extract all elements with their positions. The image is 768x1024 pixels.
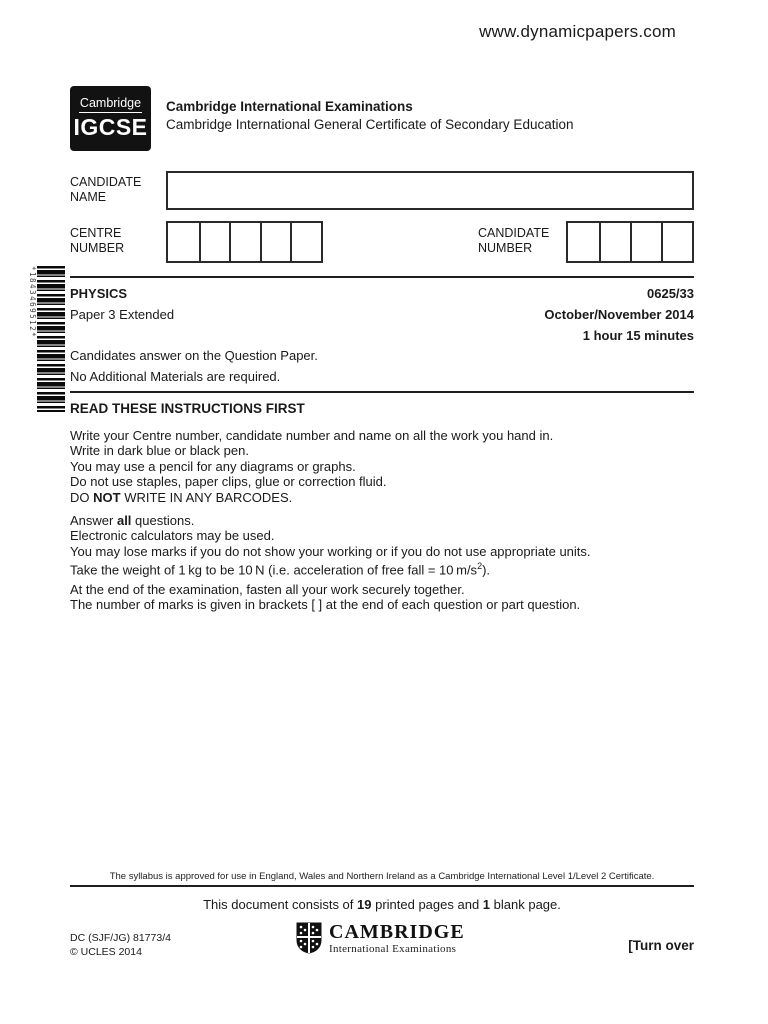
centre-number-cell[interactable] xyxy=(168,223,199,261)
centre-number-label xyxy=(70,226,124,256)
dc-code: DC (SJF/JG) 81773/4 xyxy=(70,932,171,944)
dynamicpapers-url[interactable]: www.dynamicpapers.com xyxy=(479,22,676,41)
candidate-number-cell[interactable] xyxy=(568,223,599,261)
divider-bottom xyxy=(70,885,694,887)
instruction-line: Do not use staples, paper clips, glue or correction fluid. xyxy=(70,474,387,490)
qualification-title: Cambridge International General Certificate of Secondary Education xyxy=(166,117,574,132)
centre-number-cell[interactable] xyxy=(290,223,321,261)
barcode-bars-icon xyxy=(37,266,65,412)
logo-igcse-text: IGCSE xyxy=(73,114,148,140)
logo-cambridge-text: Cambridge xyxy=(79,96,142,110)
divider-top xyxy=(70,276,694,278)
candidate-number-cell[interactable] xyxy=(599,223,630,261)
instructions-paragraph-2 xyxy=(70,513,710,578)
instruction-line: Electronic calculators may be used. xyxy=(70,528,275,544)
instruction-line: At the end of the examination, fasten all your work securely together. xyxy=(70,582,465,597)
exam-session: October/November 2014 xyxy=(544,307,694,322)
cambridge-footer-logo xyxy=(296,922,465,956)
centre-number-cell[interactable] xyxy=(229,223,260,261)
cambridge-igcse-logo xyxy=(70,86,151,151)
candidate-number-cell[interactable] xyxy=(661,223,692,261)
cambridge-wordmark: CAMBRIDGE xyxy=(329,921,465,943)
candidate-name-label-line2: NAME xyxy=(70,190,107,204)
instructions-title: READ THESE INSTRUCTIONS FIRST xyxy=(70,401,305,416)
candidate-number-grid[interactable] xyxy=(566,221,694,263)
materials-note-1: Candidates answer on the Question Paper. xyxy=(70,348,318,363)
syllabus-approval-note: The syllabus is approved for use in England, Wales and Northern Ireland as a Cambridge International Level 1/Level 2 Certificate. xyxy=(109,871,655,882)
centre-number-grid[interactable] xyxy=(166,221,323,263)
document-pages-note: This document consists of 19 printed pages and 1 blank page. xyxy=(203,897,561,912)
centre-number-cell[interactable] xyxy=(260,223,291,261)
board-title: Cambridge International Examinations xyxy=(166,99,413,114)
paper-name: Paper 3 Extended xyxy=(70,307,175,322)
centre-number-label-line1: CENTRE xyxy=(70,226,122,240)
instruction-line-weight: Take the weight of 1 kg to be 10 N (i.e. acceleration of free fall = 10 $m/s^2$). xyxy=(70,561,491,578)
exam-barcode xyxy=(27,266,65,412)
instruction-line-barcodes: DO NOT WRITE IN ANY BARCODES. xyxy=(70,489,293,505)
cambridge-wordmark-sub: International Examinations xyxy=(329,943,457,955)
exam-duration: 1 hour 15 minutes xyxy=(582,328,694,343)
instructions-paragraph-1 xyxy=(70,428,710,505)
centre-number-label-line2: NUMBER xyxy=(70,241,125,255)
divider-instructions xyxy=(70,391,694,393)
candidate-number-label-line1: CANDIDATE xyxy=(478,226,550,240)
footer-codes xyxy=(70,931,171,959)
turn-over-note: [Turn over xyxy=(628,938,694,953)
logo-divider xyxy=(79,112,142,113)
instruction-line-answer: Answer all questions. xyxy=(70,513,195,528)
centre-number-cell[interactable] xyxy=(199,223,230,261)
candidate-number-cell[interactable] xyxy=(630,223,661,261)
barcode-number: *1843469512* xyxy=(28,266,37,339)
materials-note-2: No Additional Materials are required. xyxy=(70,369,281,384)
subject-title: PHYSICS xyxy=(70,286,128,301)
copyright: © UCLES 2014 xyxy=(70,946,142,958)
candidate-name-field[interactable] xyxy=(166,171,694,210)
candidate-name-label-line1: CANDIDATE xyxy=(70,175,142,189)
instruction-line: Write in dark blue or black pen. xyxy=(70,443,249,459)
cambridge-shield-icon xyxy=(296,922,322,954)
instructions-paragraph-3 xyxy=(70,582,710,613)
paper-code: 0625/33 xyxy=(647,286,694,301)
candidate-number-label xyxy=(478,226,549,256)
instruction-line: The number of marks is given in brackets [ ] at the end of each question or part question. xyxy=(70,597,581,613)
instruction-line: Write your Centre number, candidate number and name on all the work you hand in. xyxy=(70,428,554,443)
candidate-number-label-line2: NUMBER xyxy=(478,241,533,255)
instruction-line: You may use a pencil for any diagrams or graphs. xyxy=(70,458,356,474)
instruction-line: You may lose marks if you do not show your working or if you do not use appropriate units. xyxy=(70,543,591,559)
candidate-name-label xyxy=(70,175,141,205)
